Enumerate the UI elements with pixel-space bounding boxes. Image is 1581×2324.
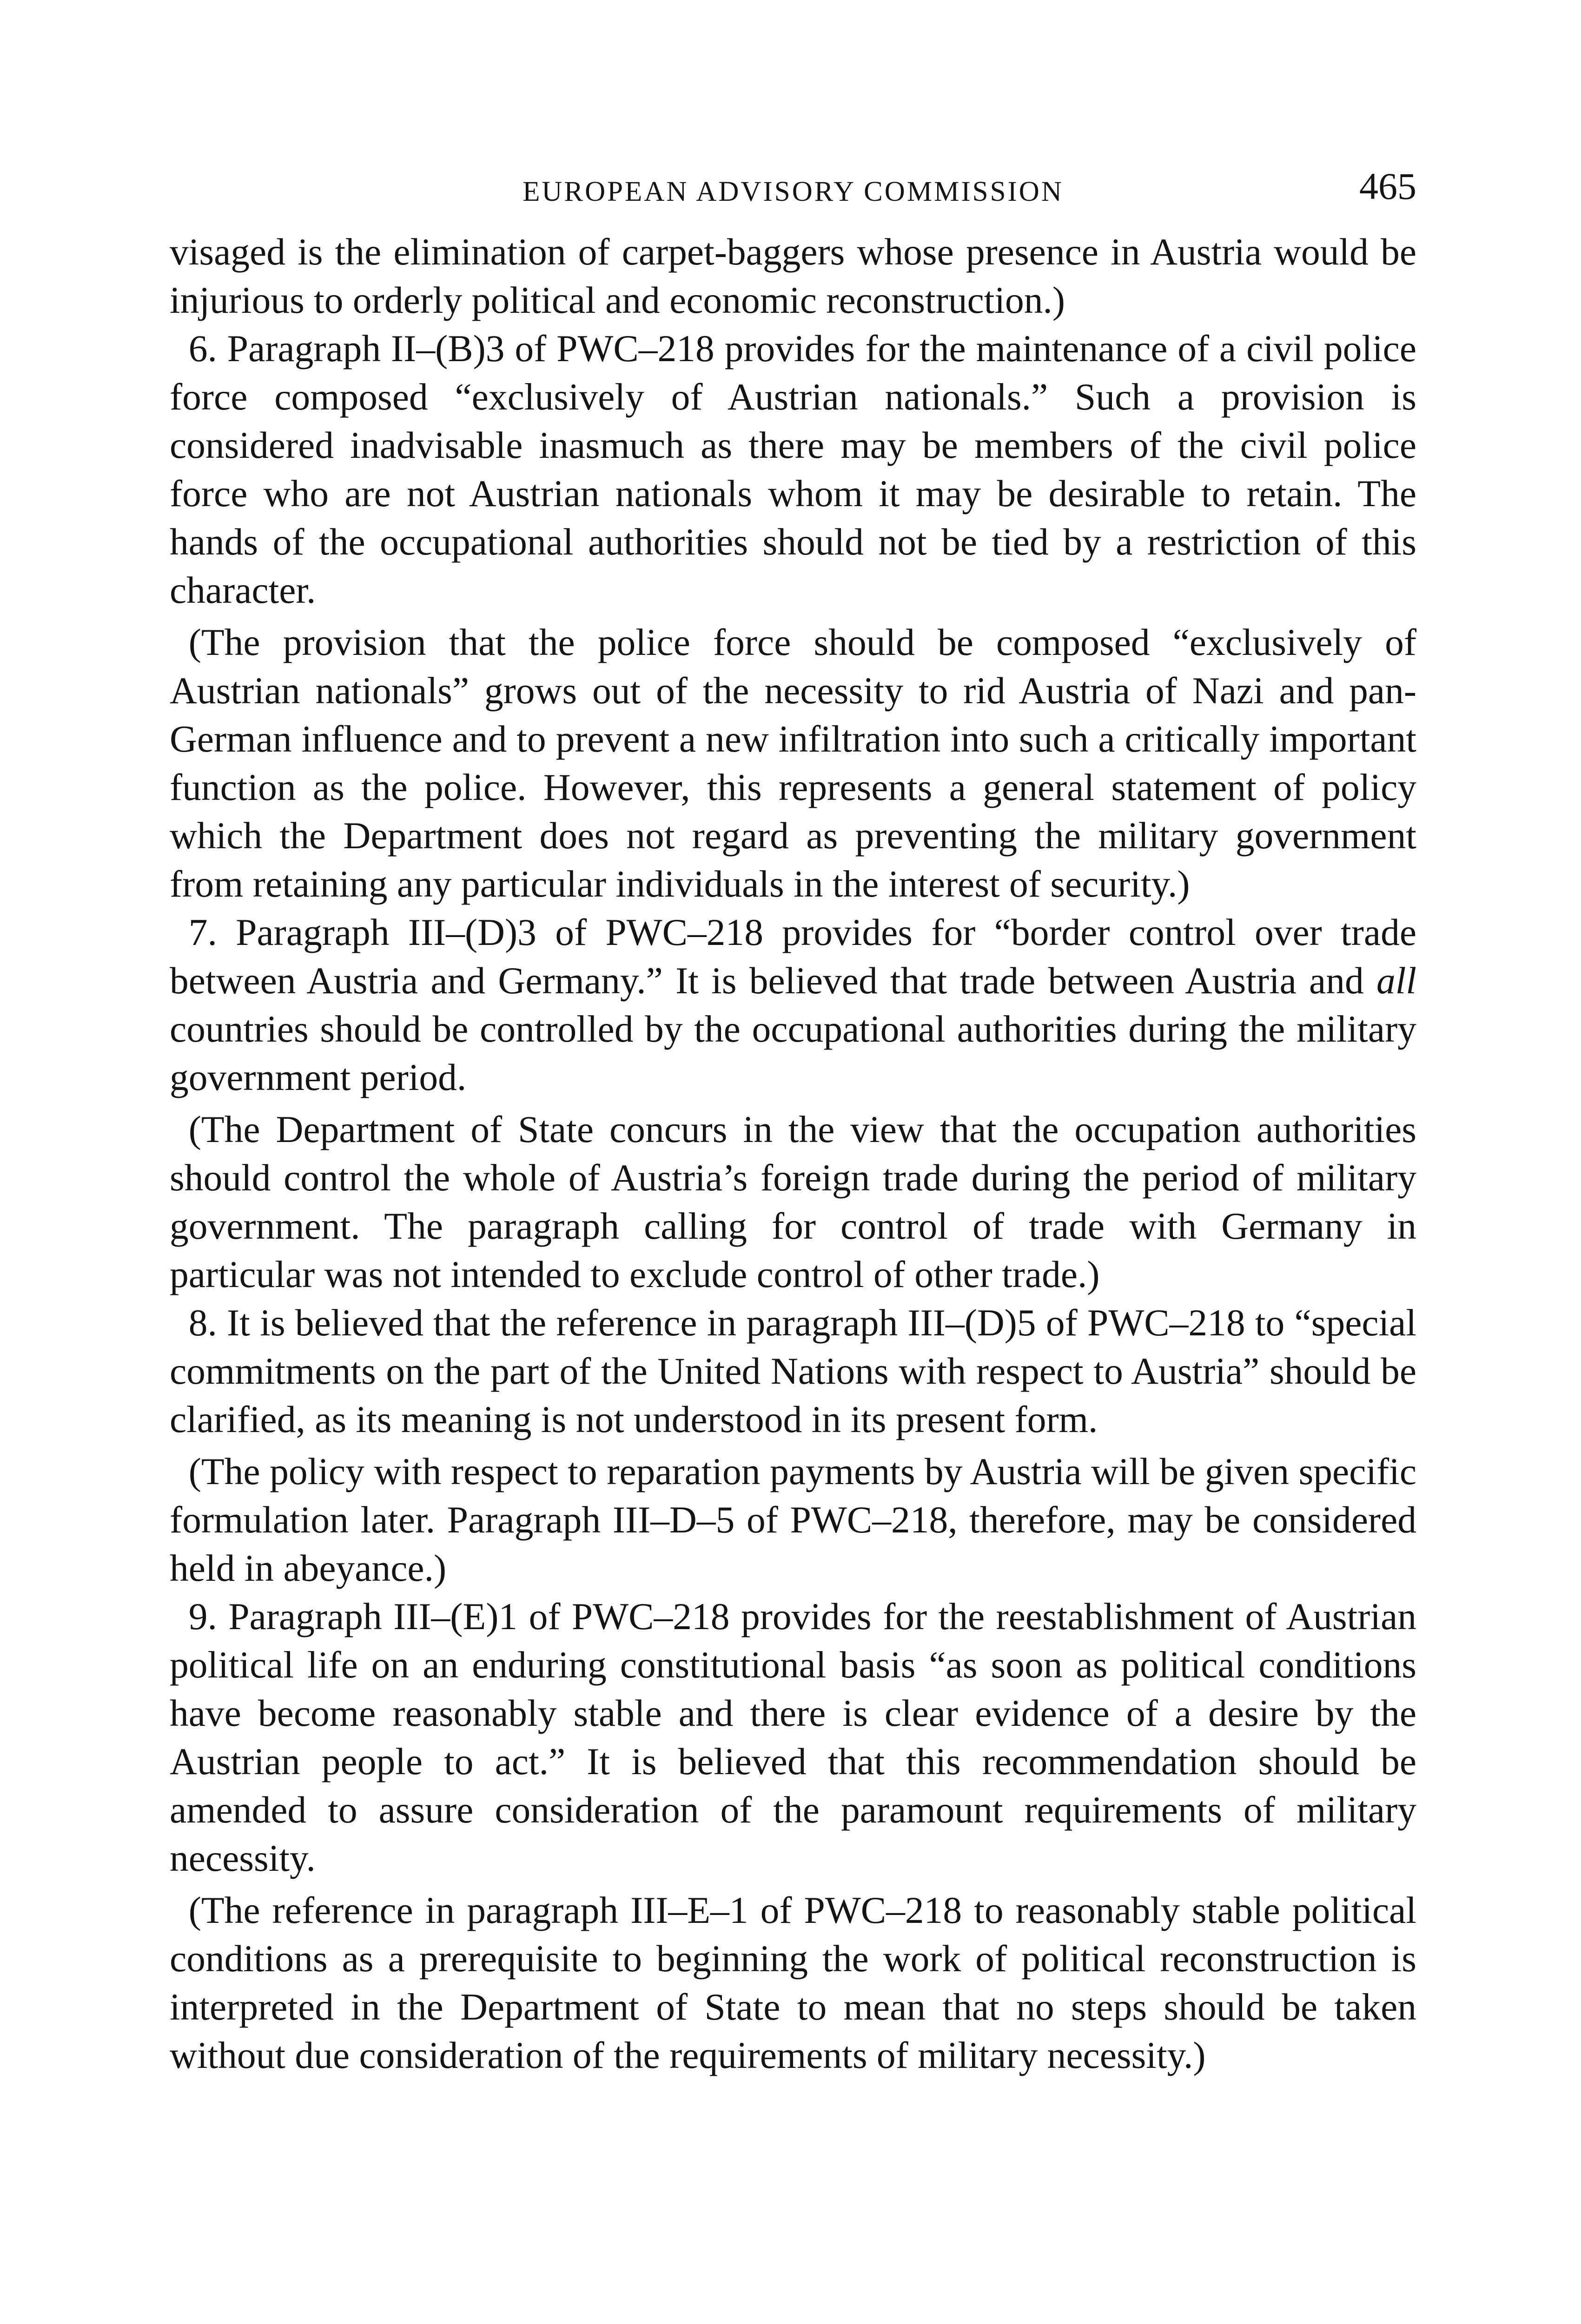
paragraph-item-8-comment: (The policy with respect to reparation payments by Austria will be given specific formulation later. Paragraph III–D–5 of PWC–218, therefore, may be considered held in abeyance.) (170, 1450, 1416, 1589)
paragraph-item-9: 9. Paragraph III–(E)1 of PWC–218 provides for the reestablishment of Austrian political life on an enduring constitutional basis “as soon as political conditions have become reasonably stable and there is clear evidence of a desire by the Austrian people to act.” It is believed that this recommendation should be amended to assure consideration of the paramount requirements of military necessity. (170, 1595, 1416, 1879)
paragraph-item-9-comment: (The reference in paragraph III–E–1 of PWC–218 to reasonably stable political conditions as a prerequisite to beginning the work of political reconstruction is interpreted in the Department of State to mean that no steps should be taken without due consideration of the requirements of military necessity.) (170, 1889, 1416, 2076)
running-header (170, 158, 1416, 228)
paragraph-item-7-text-after: countries should be controlled by the occupational authorities during the military government period. (170, 1008, 1416, 1098)
paragraph-item-7-comment: (The Department of State concurs in the view that the occupation authorities should control the whole of Austria’s foreign trade during the period of military government. The paragraph calling for control of trade with Germany in particular was not intended to exclude control of other trade.) (170, 1108, 1416, 1295)
paragraph-item-7-text-before: 7. Paragraph III–(D)3 of PWC–218 provides for “border control over trade between Austria and Germany.” It is believed that trade between Austria and (170, 911, 1416, 1002)
paragraph-item-7 (170, 908, 1416, 1102)
paragraph-item-6-comment: (The provision that the police force should be composed “exclusively of Austrian nationals” grows out of the necessity to rid Austria of Nazi and pan-German influence and to prevent a new infiltration into such a critically important function as the police. However, this represents a general statement of policy which the Department does not regard as preventing the military government from retaining any particular individuals in the interest of security.) (170, 621, 1416, 905)
paragraph-continued: visaged is the elimination of carpet-baggers whose presence in Austria would be injurious to orderly political and economic reconstruction.) (170, 231, 1416, 321)
emphasis-all: all (1376, 959, 1416, 1002)
paragraph-item-6: 6. Paragraph II–(B)3 of PWC–218 provides for the maintenance of a civil police force composed “exclusively of Austrian nationals.” Such a provision is considered inadvisable inasmuch as there may be members of the civil police force who are not Austrian nationals whom it may be desirable to retain. The hands of the occupational authorities should not be tied by a restriction of this character. (170, 327, 1416, 611)
document-page (170, 158, 1416, 2080)
page-number: 465 (1359, 165, 1416, 207)
body-text (170, 228, 1416, 2080)
running-title: EUROPEAN ADVISORY COMMISSION (523, 176, 1064, 207)
paragraph-item-8: 8. It is believed that the reference in paragraph III–(D)5 of PWC–218 to “special commitments on the part of the United Nations with respect to Austria” should be clarified, as its meaning is not understood in its present form. (170, 1301, 1416, 1440)
